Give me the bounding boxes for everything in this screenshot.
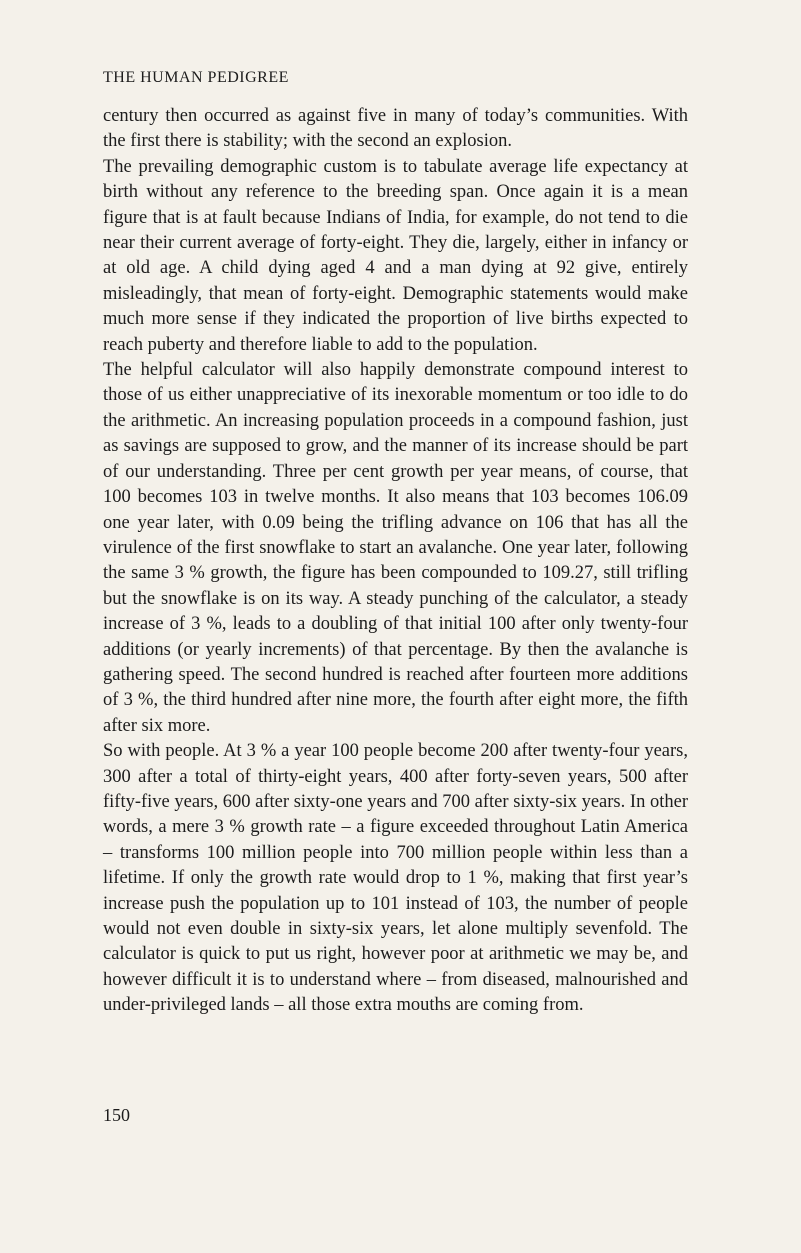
paragraph: The helpful calculator will also happily demonstrate compound interest to those of us either unappreciative of its inexorable momentum or too idle to do the arithmetic. An increasing population proceeds in a compound fashion, just as savings are supposed to grow, and the manner of its increase should be part of our understanding. Three per cent growth per year means, of course, that 100 becomes 103 in twelve months. It also means that 103 becomes 106.09 one year later, with 0.09 being the trifling advance on 106 that has all the virulence of the first snowflake to start an avalanche. One year later, following the same 3 % growth, the figure has been compounded to 109.27, still trifling but the snowflake is on its way. A steady punching of the calculator, a steady increase of 3 %, leads to a doubling of that initial 100 after only twenty-four additions (or yearly increments) of that percentage. By then the avalanche is gathering speed. The second hundred is reached after fourteen more additions of 3 %, the third hundred after nine more, the fourth after eight more, the fifth after six more. xyxy=(103,360,688,736)
page-content xyxy=(103,66,688,1019)
page-number: 150 xyxy=(103,1105,130,1125)
paragraph: The prevailing demographic custom is to tabulate average life expectancy at birth without any reference to the breeding span. Once again it is a mean figure that is at fault because Indians of India, for example, do not tend to die near their current average of forty-eight. They die, largely, either in infancy or at old age. A child dying aged 4 and a man dying at 92 give, entirely misleadingly, that mean of forty-eight. Demographic statements would make much more sense if they indicated the proportion of live births expected to reach puberty and therefore liable to add to the population. xyxy=(103,156,688,355)
body-text xyxy=(103,104,688,1019)
running-head: THE HUMAN PEDIGREE xyxy=(103,69,289,86)
paragraph: century then occurred as against five in many of today’s communities. With the first there is stability; with the second an explosion. xyxy=(103,106,688,152)
paragraph: So with people. At 3 % a year 100 people become 200 after twenty-four years, 300 after a total of thirty-eight years, 400 after forty-seven years, 500 after fifty-five years, 600 after sixty-one years and 700 after sixty-six years. In other words, a mere 3 % growth rate – a figure exceeded throughout Latin America – transforms 100 million people into 700 million people within less than a lifetime. If only the growth rate would drop to 1 %, making that first year’s increase push the population up to 101 instead of 103, the number of people would not even double in sixty-six years, let alone multiply sevenfold. The calculator is quick to put us right, however poor at arithmetic we may be, and however difficult it is to understand where – from diseased, malnourished and under-privileged lands – all those extra mouths are coming from. xyxy=(103,741,688,1016)
